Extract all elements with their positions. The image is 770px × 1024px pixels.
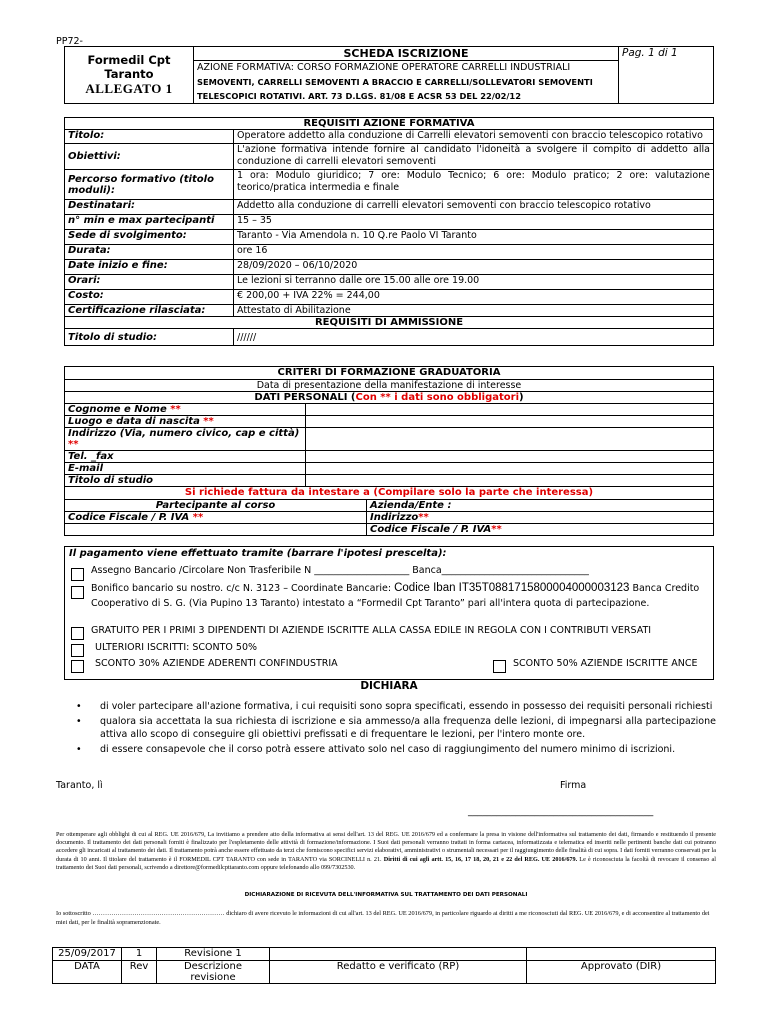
dati-heading bbox=[65, 392, 714, 404]
requisiti-heading: REQUISITI AZIONE FORMATIVA bbox=[65, 118, 714, 130]
row-value: L'azione formativa intende fornire al candidato l'idoneità a svolgere il compito di addetto alla conduzione di carrelli elevatori semoventi bbox=[234, 144, 714, 170]
sconto30-checkbox[interactable] bbox=[71, 656, 84, 675]
required-mark: ** bbox=[418, 512, 429, 523]
doc-code: PP72- bbox=[56, 36, 83, 47]
dati-heading-text: DATI PERSONALI ( bbox=[254, 392, 356, 403]
row-label: Orari: bbox=[65, 275, 234, 290]
field-input[interactable] bbox=[306, 475, 714, 487]
iban-text: Codice Iban IT35T0881715800004000003123 bbox=[394, 582, 630, 594]
ulteriori-label: ULTERIORI ISCRITTI: SCONTO 50% bbox=[95, 642, 258, 653]
row-value: Le lezioni si terranno dalle ore 15.00 alle ore 19.00 bbox=[234, 275, 714, 290]
required-mark: ** bbox=[68, 439, 79, 450]
course-line-2: SEMOVENTI, CARRELLI SEMOVENTI A BRACCIO E CARRELLI/SOLLEVATORI SEMOVENTI bbox=[197, 77, 593, 87]
dati-heading-close: ) bbox=[519, 392, 524, 403]
row-value: Attestato di Abilitazione bbox=[234, 305, 714, 317]
date-label: DATA bbox=[53, 961, 122, 984]
azienda-label[interactable]: Azienda/Ente : bbox=[367, 500, 714, 512]
assegno-checkbox[interactable] bbox=[71, 564, 84, 583]
sconto50-checkbox[interactable] bbox=[493, 656, 506, 675]
bonifico-bank: Banca Credito bbox=[629, 583, 700, 594]
empty-cell bbox=[65, 524, 367, 536]
ammissione-heading: REQUISITI DI AMMISSIONE bbox=[65, 317, 714, 329]
titolo-studio-value: ////// bbox=[234, 329, 714, 346]
bullet: • bbox=[76, 716, 82, 727]
partecipante-label: Partecipante al corso bbox=[65, 500, 367, 512]
pagamento-heading: Il pagamento viene effettuato tramite (barrare l'ipotesi prescelta): bbox=[69, 548, 447, 559]
dichiara-list bbox=[64, 700, 716, 756]
titolo-studio-label: Titolo di studio: bbox=[65, 329, 234, 346]
dichiara-item bbox=[64, 700, 716, 713]
declaration-heading: DICHIARAZIONE DI RICEVUTA DELL'INFORMATIVA SUL TRATTAMENTO DEI DATI PERSONALI bbox=[244, 892, 528, 898]
dichiara-text: di essere consapevole che il corso potrà essere attivato solo nel caso di raggiungimento del numero minimo di iscrizioni. bbox=[100, 744, 676, 755]
indirizzo-label[interactable] bbox=[367, 512, 714, 524]
org-cell bbox=[65, 47, 194, 104]
row-value: € 200,00 + IVA 22% = 244,00 bbox=[234, 290, 714, 305]
field-input[interactable] bbox=[306, 463, 714, 475]
cf-right-label[interactable] bbox=[367, 524, 714, 536]
sconto30-label: SCONTO 30% AZIENDE ADERENTI CONFINDUSTRIA bbox=[95, 658, 338, 669]
field-input[interactable] bbox=[306, 428, 714, 451]
assegno-label: Assegno Bancario /Circolare Non Trasferibile N ____________________ Banca_______________________________ bbox=[91, 565, 589, 576]
rev-date: 25/09/2017 bbox=[53, 948, 122, 961]
bonifico-checkbox[interactable] bbox=[71, 582, 84, 601]
field-input[interactable] bbox=[306, 404, 714, 416]
fattura-note: Si richiede fattura da intestare a (Compilare solo la parte che interessa) bbox=[65, 487, 714, 500]
cf-right-text: Codice Fiscale / P. IVA bbox=[370, 524, 492, 535]
declaration-text: Io sottoscritto ……………………………………………………… dichiaro di avere ricevuto le informazioni di cui all'art. 13 del REG. UE 2016/679, in particolare riguardo ai diritti a me riconosciuti dal REG. UE 2016/679, e di acconsentire al trattamento dei miei dati, per le finalità sopramenzionate. bbox=[56, 910, 710, 926]
row-label: Titolo: bbox=[65, 130, 234, 144]
requisiti-table bbox=[64, 117, 714, 346]
row-label: Sede di svolgimento: bbox=[65, 230, 234, 245]
rev-label: Rev bbox=[122, 961, 157, 984]
row-value: 15 – 35 bbox=[234, 215, 714, 230]
criteri-heading: CRITERI DI FORMAZIONE GRADUATORIA bbox=[65, 367, 714, 380]
bonifico-label bbox=[91, 581, 711, 611]
field-label bbox=[65, 475, 306, 487]
redatto-label: Redatto e verificato (RP) bbox=[270, 961, 527, 984]
dichiara-text: qualora sia accettata la sua richiesta di iscrizione e sia ammesso/a alla frequenza delle lezioni, di impegnarsi alla partecipazione attiva allo scopo di conseguire gli obiettivi prefissati e di frequentare le lezioni, per l'intero monte ore. bbox=[100, 716, 716, 740]
indirizzo-text: Indirizzo bbox=[370, 512, 419, 523]
field-label bbox=[65, 404, 306, 416]
bonifico-text: Bonifico bancario su nostro. c/c N. 3123 – Coordinate Bancarie: bbox=[91, 583, 395, 594]
pagamento-box bbox=[64, 546, 714, 680]
dichiara-item bbox=[64, 715, 716, 741]
cf-left-label[interactable] bbox=[65, 512, 367, 524]
field-label bbox=[65, 463, 306, 475]
required-mark: ** bbox=[189, 512, 204, 523]
rev-number: 1 bbox=[122, 948, 157, 961]
redatto-value bbox=[270, 948, 527, 961]
revision-table bbox=[52, 947, 716, 984]
privacy-text-b: Le è riconosciuta la facoltà di revocare il consenso al trattamento dei Suoi dati personali, scrivendo a direttore@formedilcpttaranto.com oppure telefonando allo 099/7302530. bbox=[56, 855, 716, 871]
desc-label: Descrizione revisione bbox=[157, 961, 270, 984]
row-label: Costo: bbox=[65, 290, 234, 305]
row-value: 1 ora: Modulo giuridico; 7 ore: Modulo Tecnico; 6 ore: Modulo pratico; 2 ore: valutazione teorico/pratica intermedia e finale bbox=[234, 170, 714, 200]
course-line-1: AZIONE FORMATIVA: CORSO FORMAZIONE OPERATORE CARRELLI INDUSTRIALI bbox=[197, 62, 571, 73]
approvato-label: Approvato (DIR) bbox=[527, 961, 716, 984]
bullet: • bbox=[76, 701, 82, 712]
field-input[interactable] bbox=[306, 416, 714, 428]
approvato-value bbox=[527, 948, 716, 961]
course-title bbox=[194, 61, 619, 104]
dati-required-note: Con ** i dati sono obbligatori bbox=[355, 392, 520, 403]
required-mark: ** bbox=[491, 524, 502, 535]
dichiara-item bbox=[64, 743, 716, 756]
field-name: Cognome e Nome bbox=[68, 404, 167, 415]
bonifico-beneficiary: Cooperativo di S. G. (Via Pupino 13 Taranto) intestato a “Formedil Cpt Taranto” pari all'intera quota di partecipazione. bbox=[91, 598, 650, 609]
field-name: E-mail bbox=[68, 463, 104, 474]
row-label: n° min e max partecipanti bbox=[65, 215, 234, 230]
field-label bbox=[65, 428, 306, 451]
privacy-text-a: Per ottemperare agli obblighi di cui al REG. UE 2016/679, La invitiamo a prendere atto della informativa ai sensi dell'art. 13 del REG. UE 2016/679 ed a confermare la presa in visione dell'informativa sul trattamento dei dati, firmando e restituendo il presente documento. Il trattamento dei dati personali forniti è finalizzato per l'espletamento delle attività di formazione/informazione. I Suoi dati personali verranno trattati in forma cartacea, informatizzata e telematica ed inseriti nelle pertinenti banche dati cui potranno accedere gli incaricati al trattamento dei dati. Il trattamento potrà anche essere effettuato da terzi che forniscono specifici servizi elaborativi, amministrativi o strumentali necessari per il raggiungimento delle finalità di cui sopra. I dati forniti verranno conservati per la durata di 10 anni. Il titolare del trattamento è il FORMEDIL CPT TARANTO con sede in TARANTO via SORCINELLI n. 21. bbox=[56, 831, 716, 863]
sconto50-label: SCONTO 50% AZIENDE ISCRITTE ANCE bbox=[513, 658, 698, 669]
field-label bbox=[65, 416, 306, 428]
required-mark: ** bbox=[166, 404, 181, 415]
signature-firma: Firma bbox=[560, 780, 587, 791]
field-label bbox=[65, 451, 306, 463]
field-name: Tel. _fax bbox=[68, 451, 114, 462]
gratuito-label: GRATUITO PER I PRIMI 3 DIPENDENTI DI AZIENDE ISCRITTE ALLA CASSA EDILE IN REGOLA CON I CONTRIBUTI VERSATI bbox=[91, 625, 652, 636]
criteri-text: Data di presentazione della manifestazione di interesse bbox=[65, 380, 714, 392]
org-name: Formedil Cpt bbox=[87, 53, 171, 67]
signature-place: Taranto, lì bbox=[56, 780, 103, 791]
row-value: Taranto - Via Amendola n. 10 Q.re Paolo VI Taranto bbox=[234, 230, 714, 245]
field-name: Titolo di studio bbox=[68, 475, 154, 486]
row-label: Percorso formativo (titolo moduli): bbox=[65, 170, 234, 200]
form-title: SCHEDA ISCRIZIONE bbox=[194, 47, 619, 61]
row-label: Date inizio e fine: bbox=[65, 260, 234, 275]
field-name: Luogo e data di nascita bbox=[68, 416, 200, 427]
field-name: Indirizzo (Via, numero civico, cap e città) bbox=[68, 428, 300, 439]
page-label: Pag. 1 di 1 bbox=[619, 47, 714, 104]
rev-description: Revisione 1 bbox=[157, 948, 270, 961]
dichiara-text: di voler partecipare all'azione formativa, i cui requisiti sono sopra specificati, essendo in possesso dei requisiti personali richiesti bbox=[100, 701, 713, 712]
course-line-3: TELESCOPICI ROTATIVI. ART. 73 D.LGS. 81/08 E ACSR 53 DEL 22/02/12 bbox=[197, 91, 521, 101]
field-input[interactable] bbox=[306, 451, 714, 463]
row-value: ore 16 bbox=[234, 245, 714, 260]
cf-left-text: Codice Fiscale / P. IVA bbox=[68, 512, 190, 523]
bullet: • bbox=[76, 744, 82, 755]
required-mark: ** bbox=[199, 416, 214, 427]
org-city: Taranto bbox=[104, 67, 154, 81]
row-label: Durata: bbox=[65, 245, 234, 260]
attachment-label: ALLEGATO 1 bbox=[85, 81, 173, 96]
row-label: Obiettivi: bbox=[65, 144, 234, 170]
privacy-text bbox=[56, 831, 716, 872]
privacy-rights: Diritti di cui agli artt. 15, 16, 17 18, 20, 21 e 22 del REG. UE 2016/679. bbox=[383, 855, 578, 863]
row-label: Certificazione rilasciata: bbox=[65, 305, 234, 317]
row-label: Destinatari: bbox=[65, 200, 234, 215]
row-value: Addetto alla conduzione di carrelli elevatori semoventi con braccio telescopico rotativo bbox=[234, 200, 714, 215]
dichiara-heading: DICHIARA bbox=[360, 680, 418, 692]
signature-line[interactable]: _______________________________________ bbox=[468, 806, 654, 817]
row-value: Operatore addetto alla conduzione di Carrelli elevatori semoventi con braccio telescopico rotativo bbox=[234, 130, 714, 144]
row-value: 28/09/2020 – 06/10/2020 bbox=[234, 260, 714, 275]
dati-table bbox=[64, 366, 714, 536]
header-table bbox=[64, 46, 714, 104]
